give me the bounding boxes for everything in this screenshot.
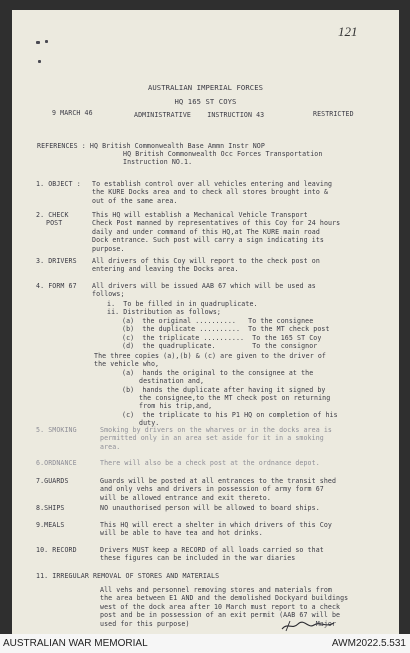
section-text: area. xyxy=(100,442,121,451)
section-text: entering and leaving the Docks area. xyxy=(92,265,239,274)
form-copies-line: destination and, xyxy=(139,377,205,386)
section-heading: 3. DRIVERS xyxy=(36,257,77,265)
section-text: daily and under command of this HQ,at The KURE main road xyxy=(92,227,320,236)
instruction-number: ADMINISTRATIVE INSTRUCTION 43 xyxy=(134,111,265,119)
section-heading: 11. IRREGULAR REMOVAL OF STORES AND MATERIALS xyxy=(36,572,220,580)
section-heading: POST xyxy=(46,219,63,228)
section-text: All vehs and personnel removing stores and materials from xyxy=(100,586,332,594)
section-text: purpose. xyxy=(92,244,125,253)
form-copies-line: duty. xyxy=(139,419,160,428)
unit-heading: HQ 165 ST COYS xyxy=(174,97,237,106)
section-text: out of the same area. xyxy=(92,196,178,205)
reference-line: HQ British Commonwealth Occ Forces Transportation xyxy=(123,150,323,158)
document-date: 9 MARCH 46 xyxy=(52,109,93,117)
section-heading: 6.ORDNANCE xyxy=(36,459,77,467)
punch-hole-mark xyxy=(45,40,48,43)
form-distribution-line: (d) the quadruplicate. To the consignor xyxy=(122,342,318,350)
page-number: 121 xyxy=(338,24,358,39)
section-text: Drivers MUST keep a RECORD of all loads carried so that xyxy=(100,546,324,554)
section-text: follows; xyxy=(92,290,125,299)
section-heading: 9.MEALS xyxy=(36,521,65,529)
section-text: Check Post manned by representatives of this Coy for 24 hours xyxy=(92,219,341,228)
section-text: There will also be a check post at the ordnance depot. xyxy=(100,459,320,467)
section-heading: 1. OBJECT : xyxy=(36,180,81,188)
form-copies-line: (b) hands the duplicate after having it signed by xyxy=(122,385,326,394)
section-text: NO unauthorised person will be allowed to board ships. xyxy=(100,504,320,512)
form-copies-line: The three copies (a),(b) & (c) are given to the driver of xyxy=(94,352,326,360)
section-text: west of the dock area after 10 March must report to a check xyxy=(100,602,341,611)
section-heading: 8.SHIPS xyxy=(36,504,65,512)
form-copies-line: the consignee,to the MT check post on returning xyxy=(139,394,331,402)
form-distribution-line: (c) the triplicate .......... To the 165 ST Coy xyxy=(122,333,322,342)
punch-hole-mark xyxy=(38,60,41,63)
archive-footer xyxy=(0,634,410,653)
archive-reference: AWM2022.5.531 xyxy=(331,638,406,649)
form-distribution-line: ii. Distribution as follows; xyxy=(107,308,221,317)
section-heading: 4. FORM 67 xyxy=(36,282,77,290)
form-copies-line: the vehicle who, xyxy=(94,360,160,369)
section-text: This HQ will erect a shelter in which drivers of this Coy xyxy=(100,521,332,529)
section-text: the area between E1 AND and the demolished Dockyard buildings xyxy=(100,594,349,603)
section-text: will be allowed entrance and exit thereto. xyxy=(100,493,271,502)
section-text: the KURE Docks area and to check all stores brought into & xyxy=(92,188,329,197)
section-text: All drivers of this Coy will report to the check post on xyxy=(92,257,320,265)
archive-name: AUSTRALIAN WAR MEMORIAL xyxy=(3,638,148,649)
section-text: and only vehs and drivers in possession of army form 67 xyxy=(100,485,324,494)
form-copies-line: from his trip,and, xyxy=(139,402,213,411)
punch-hole-mark xyxy=(36,41,40,44)
section-text: post and be in possession of an exit permit (AAB 67 will be xyxy=(100,611,341,620)
classification-mark: RESTRICTED xyxy=(313,110,354,118)
reference-line: REFERENCES : HQ British Commonwealth Base Ammn Instr NOP xyxy=(37,142,265,150)
section-text: All drivers will be issued AAB 67 which will be used as xyxy=(92,282,316,290)
section-text: Smoking by drivers on the wharves or in the docks area is xyxy=(100,426,332,434)
section-text: will be able to have tea and hot drinks. xyxy=(100,529,263,538)
section-text: Guards will be posted at all entrances to the transit shed xyxy=(100,477,337,485)
section-text: To establish control over all vehicles entering and leaving xyxy=(92,180,333,188)
section-text: these figures can be included in the war diaries xyxy=(100,554,296,563)
section-heading: 2. CHECK xyxy=(36,211,69,219)
section-text: permitted only in an area set aside for it in a smoking xyxy=(100,434,324,443)
section-heading: 5. SMOKING xyxy=(36,426,77,434)
form-copies-line: (c) the triplicate to his P1 HQ on completion of his xyxy=(122,410,338,419)
form-distribution-line: (b) the duplicate .......... To the MT check post xyxy=(122,325,330,334)
form-distribution-line: (a) the original .......... To the consignee xyxy=(122,316,314,325)
document-page xyxy=(12,10,399,634)
form-distribution-line: i. To be filled in in quadruplicate. xyxy=(107,300,258,308)
form-copies-line: (a) hands the original to the consignee at the xyxy=(122,368,314,377)
reference-line: Instruction NO.1. xyxy=(123,158,193,166)
section-text: This HQ will establish a Mechanical Vehicle Transport xyxy=(92,211,308,219)
section-heading: 7.GUARDS xyxy=(36,477,69,485)
section-text: Dock entrance. Such post will carry a sign indicating its xyxy=(92,236,324,245)
section-text: used for this purpose) Major xyxy=(100,619,337,628)
section-heading: 10. RECORD xyxy=(36,546,77,554)
document-title: AUSTRALIAN IMPERIAL FORCES xyxy=(147,83,264,92)
